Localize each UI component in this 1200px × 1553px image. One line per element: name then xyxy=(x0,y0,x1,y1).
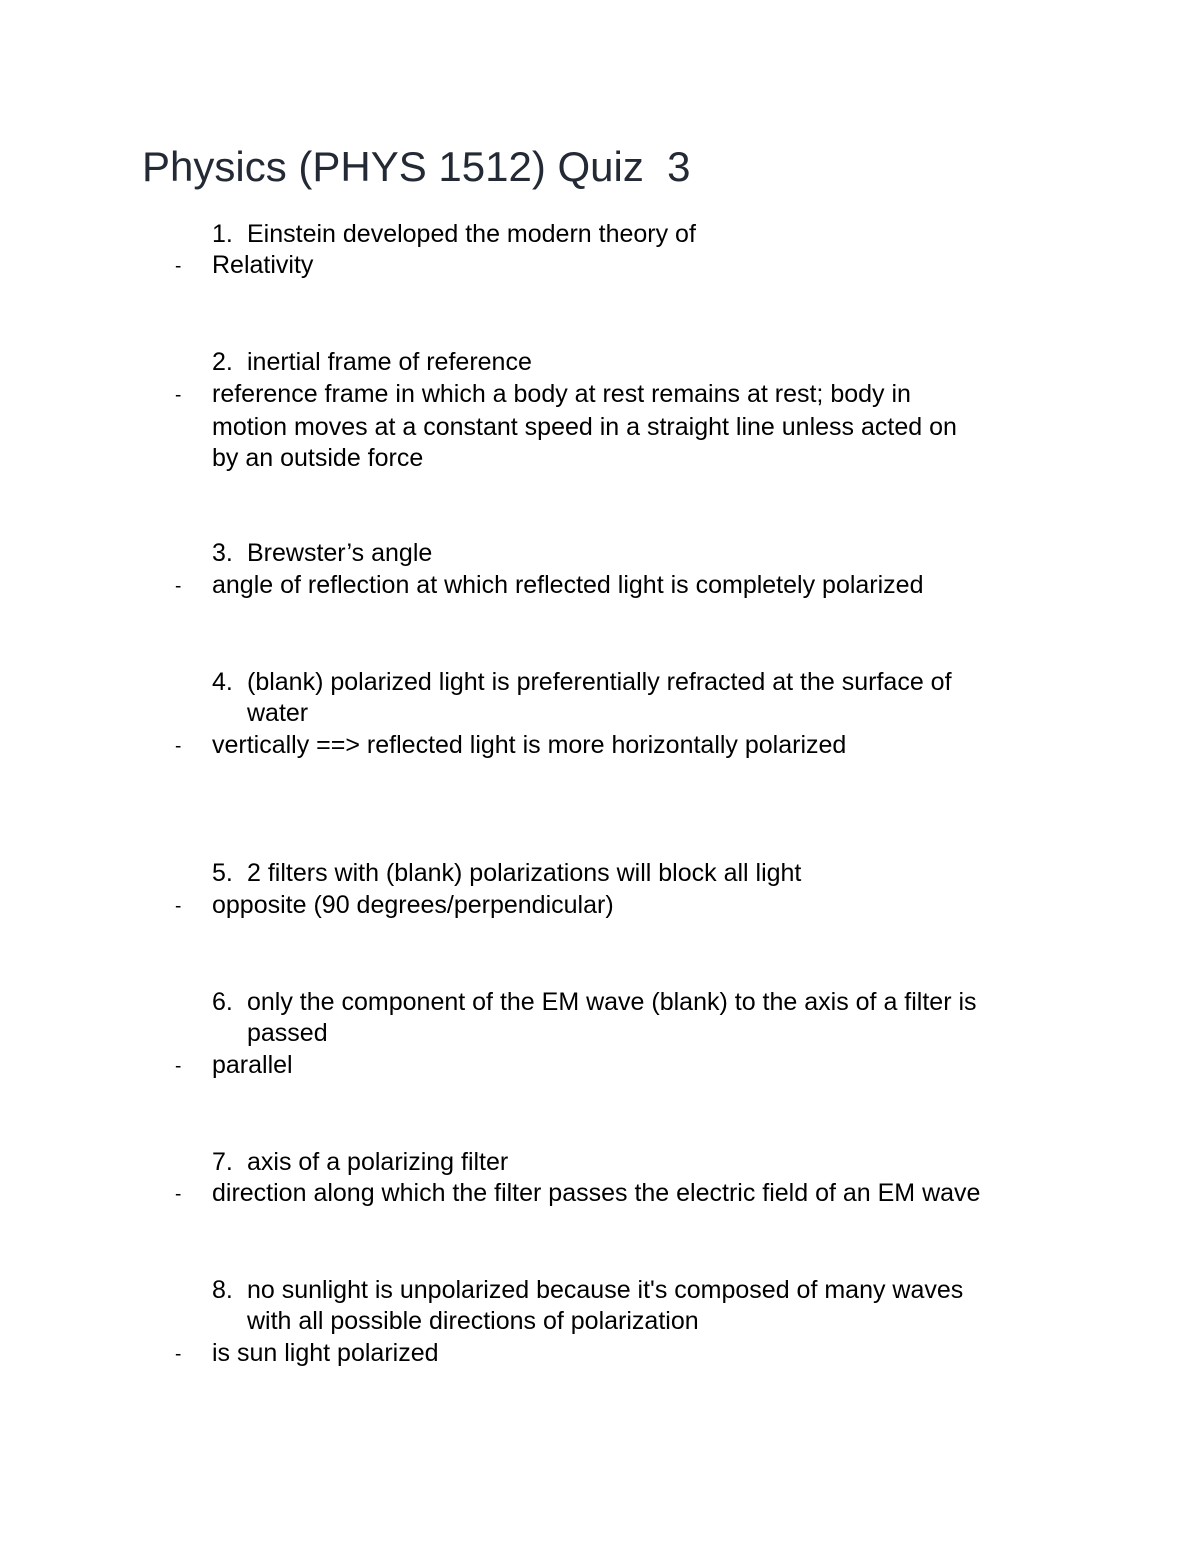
bullet-dash: - xyxy=(175,1184,182,1205)
bullet-dash: - xyxy=(175,576,182,597)
bullet-dash: - xyxy=(175,1056,182,1077)
question-7 xyxy=(212,1147,508,1178)
question-number: 6. xyxy=(212,988,233,1016)
question-text: only the component of the EM wave (blank) to the axis of a filter is xyxy=(247,988,977,1016)
question-number: 7. xyxy=(212,1148,233,1176)
answer-5: opposite (90 degrees/perpendicular) xyxy=(212,891,614,919)
answer-2-line-1: reference frame in which a body at rest remains at rest; body in xyxy=(212,380,911,408)
question-3 xyxy=(212,538,432,569)
bullet-dash: - xyxy=(175,1344,182,1365)
answer-8: is sun light polarized xyxy=(212,1339,439,1367)
question-8 xyxy=(212,1275,963,1306)
question-6 xyxy=(212,987,977,1018)
question-5 xyxy=(212,858,801,889)
question-number: 4. xyxy=(212,668,233,696)
answer-3: angle of reflection at which reflected light is completely polarized xyxy=(212,571,924,599)
answer-7: direction along which the filter passes the electric field of an EM wave xyxy=(212,1179,981,1207)
question-2 xyxy=(212,347,532,378)
answer-1: Relativity xyxy=(212,251,314,279)
bullet-dash: - xyxy=(175,256,182,277)
question-number: 1. xyxy=(212,220,233,248)
question-text: Brewster’s angle xyxy=(247,539,433,567)
question-text: 2 filters with (blank) polarizations will block all light xyxy=(247,859,802,887)
question-number: 5. xyxy=(212,859,233,887)
question-text: (blank) polarized light is preferentially refracted at the surface of xyxy=(247,668,952,696)
bullet-dash: - xyxy=(175,896,182,917)
question-text: axis of a polarizing filter xyxy=(247,1148,509,1176)
question-4-line-2: water xyxy=(247,699,309,727)
question-6-line-2: passed xyxy=(247,1019,328,1047)
bullet-dash: - xyxy=(175,736,182,757)
question-text: no sunlight is unpolarized because it's composed of many waves xyxy=(247,1276,964,1304)
question-number: 8. xyxy=(212,1276,233,1304)
question-text: inertial frame of reference xyxy=(247,348,532,376)
question-number: 2. xyxy=(212,348,233,376)
question-4 xyxy=(212,667,952,698)
question-1 xyxy=(212,219,696,250)
answer-6: parallel xyxy=(212,1051,293,1079)
question-8-line-2: with all possible directions of polarization xyxy=(247,1307,699,1335)
question-text: Einstein developed the modern theory of xyxy=(247,220,696,248)
answer-2-line-3: by an outside force xyxy=(212,444,424,472)
question-number: 3. xyxy=(212,539,233,567)
answer-4: vertically ==> reflected light is more horizontally polarized xyxy=(212,731,847,759)
bullet-dash: - xyxy=(175,385,182,406)
answer-2-line-2: motion moves at a constant speed in a straight line unless acted on xyxy=(212,413,957,441)
page-title: Physics (PHYS 1512) Quiz 3 xyxy=(142,143,691,190)
